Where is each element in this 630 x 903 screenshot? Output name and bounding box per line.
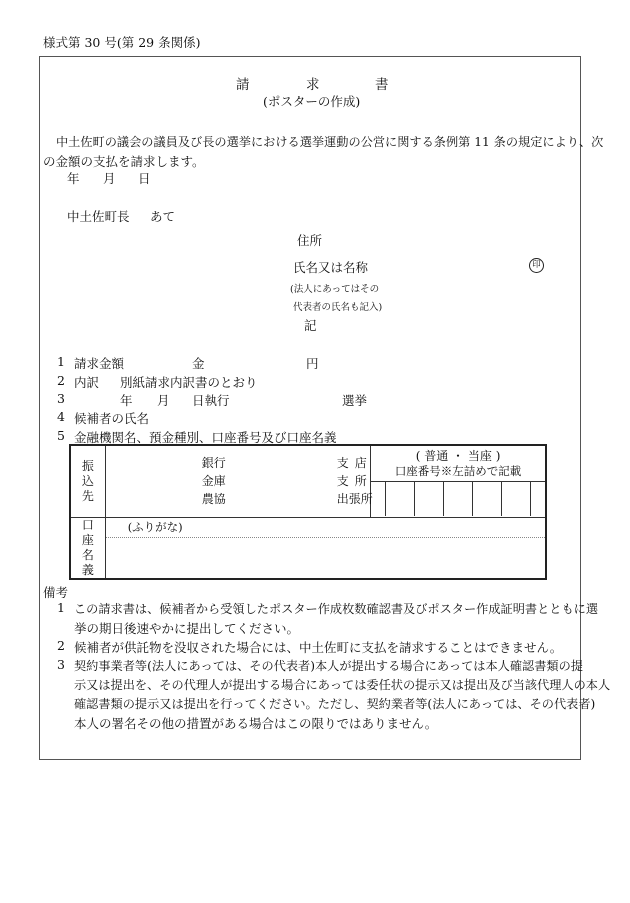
account-number-boxes	[371, 482, 545, 516]
bank-type-2: 金庫	[201, 474, 226, 489]
item-1-kin: 金	[192, 356, 205, 371]
meigi-cell	[70, 517, 105, 579]
furikomisaki-cell	[70, 445, 105, 517]
note-3-line-4: 本人の署名その他の措置がある場合はこの限りではありません。	[74, 716, 438, 731]
account-holder-name-field[interactable]	[106, 538, 545, 578]
notes-heading: 備考	[43, 585, 69, 600]
note-3-line-1: 契約事業者等(法人にあっては、その代表者)本人が提出する場合にあっては本人確認書類の提	[74, 659, 583, 673]
item-2-label: 内訳	[74, 375, 100, 390]
branch-type-1: 支店	[336, 456, 373, 471]
item-3-year: 年	[120, 393, 133, 408]
digit-box[interactable]	[415, 482, 444, 516]
note-2-num: 2	[57, 638, 65, 653]
item-1-label: 請求金額	[74, 356, 125, 371]
title-char-1: 請	[236, 77, 250, 93]
note-3-line-2: 示又は提出を、その代理人が提出する場合にあっては委任状の提示又は提出及び当該代理人の本人	[74, 678, 611, 692]
corp-note-1: (法人にあってはその	[290, 284, 380, 295]
ki-mark: 記	[304, 318, 317, 333]
seal-mark: 印	[529, 258, 544, 273]
note-2-line-1: 候補者が供託物を没収された場合には、中土佐町に支払を請求することはできません。	[74, 640, 563, 655]
addressee-suffix: あて	[150, 209, 176, 224]
name-label: 氏名又は名称	[293, 260, 369, 275]
digit-box[interactable]	[473, 482, 502, 516]
form-id: 様式第 30 号(第 29 条関係)	[43, 35, 201, 50]
meigi-label	[71, 518, 105, 578]
digit-box[interactable]	[444, 482, 473, 516]
note-1-line-1: この請求書は、候補者から受領したポスター作成枚数確認書及びポスター作成証明書とともに選	[74, 602, 599, 616]
digit-box[interactable]	[502, 482, 531, 516]
digit-box[interactable]	[386, 482, 415, 516]
subtitle: (ポスターの作成)	[263, 94, 361, 109]
account-type[interactable]: ( 普通 ・ 当座 )	[415, 449, 501, 463]
item-5-num: 5	[57, 428, 65, 443]
corp-note-2: 代表者の氏名も記入)	[293, 302, 383, 313]
date-day: 日	[138, 171, 151, 186]
intro-line-1: 中土佐町の議会の議員及び長の選挙における選挙運動の公営に関する条例第 11 条の規定により、次	[56, 135, 604, 149]
branch-type-3: 出張所	[336, 492, 373, 507]
digit-box[interactable]	[371, 482, 385, 516]
meigi-text: 口座名義	[81, 517, 94, 577]
title-char-3: 書	[375, 77, 389, 93]
bank-type-3: 農協	[201, 492, 226, 507]
branch-type-2: 支所	[336, 474, 373, 489]
bank-name-cell[interactable]	[105, 445, 373, 517]
item-3-num: 3	[57, 391, 65, 406]
bank-table	[69, 444, 547, 580]
item-3-election: 選挙	[342, 393, 368, 408]
item-3-day: 日執行	[192, 393, 230, 408]
note-1-line-2: 挙の期日後速やかに提出してください。	[74, 621, 300, 636]
furigana-label: (ふりがな)	[127, 519, 183, 534]
item-5-label: 金融機関名、預金種別、口座番号及び口座名義	[74, 430, 337, 445]
item-4-label: 候補者の氏名	[74, 411, 150, 426]
digit-box[interactable]	[530, 482, 545, 516]
account-number-cell[interactable]	[371, 445, 546, 517]
intro-line-2: の金額の支払を請求します。	[43, 154, 205, 169]
item-2-num: 2	[57, 373, 65, 388]
note-1-num: 1	[57, 600, 65, 615]
date-year: 年	[67, 171, 80, 186]
note-3-line-3: 確認書類の提示又は提出を行ってください。ただし、契約業者等(法人にあっては、その代表者)	[74, 697, 596, 711]
bank-type-1: 銀行	[201, 456, 226, 471]
account-number-note: 口座番号※左詰めで記載	[394, 464, 522, 478]
account-holder-cell[interactable]	[105, 517, 546, 579]
furikomisaki-label	[71, 459, 105, 504]
addressee-name: 中土佐町長	[67, 209, 130, 224]
address-label: 住所	[297, 233, 323, 248]
item-4-num: 4	[57, 409, 65, 424]
note-3-num: 3	[57, 657, 65, 672]
item-3-month: 月	[157, 393, 170, 408]
furigana-row[interactable]	[106, 518, 545, 538]
furikomisaki-text: 振込先	[81, 458, 94, 503]
item-2-value: 別紙請求内訳書のとおり	[120, 375, 258, 390]
title-char-2: 求	[306, 77, 320, 93]
item-1-yen: 円	[306, 356, 319, 371]
date-month: 月	[103, 171, 116, 186]
item-1-num: 1	[57, 354, 65, 369]
